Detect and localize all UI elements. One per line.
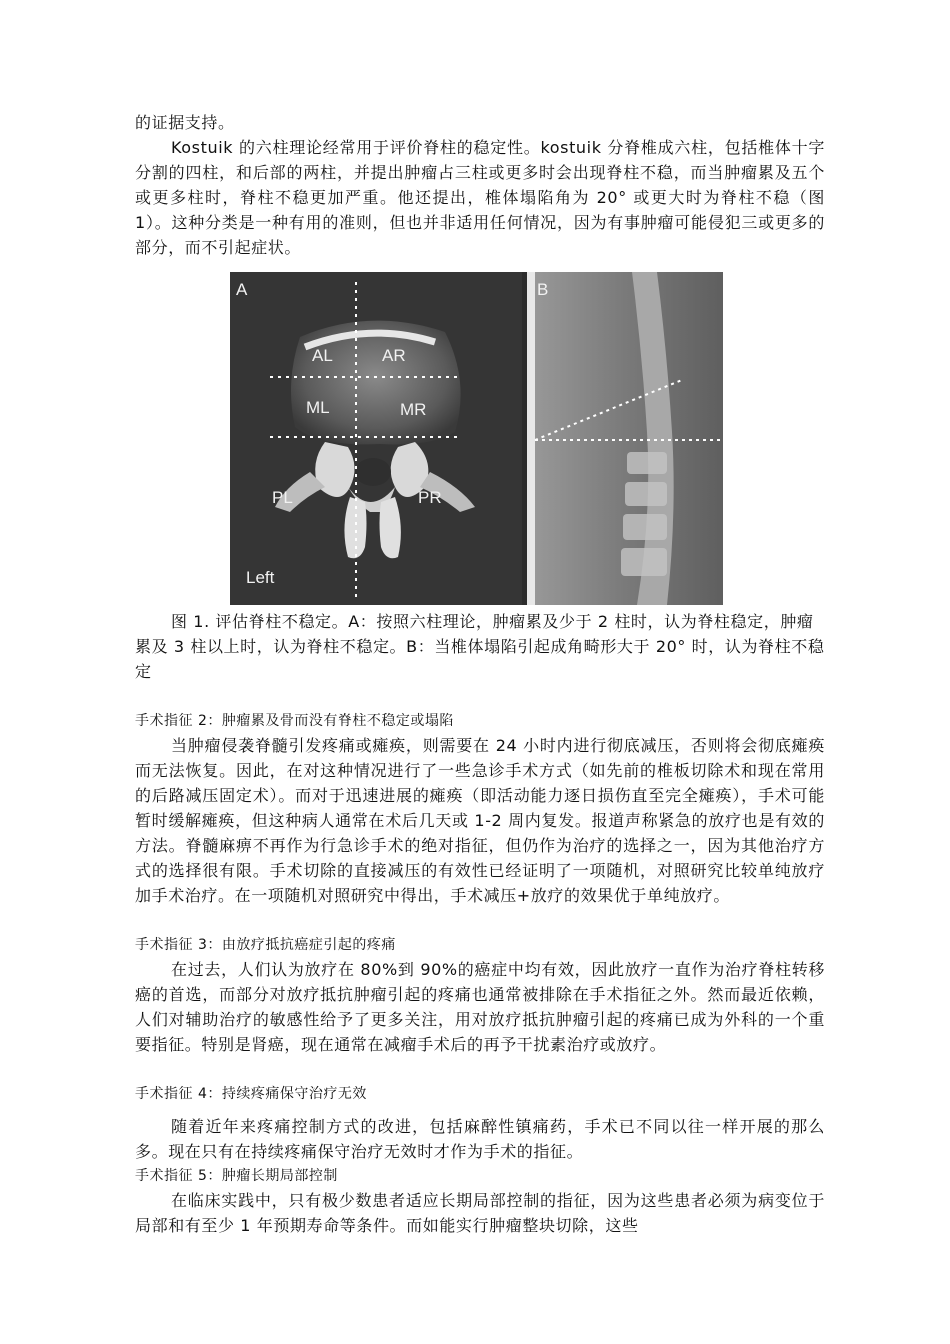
panel-b-lateral-xray	[527, 272, 723, 605]
left-side-label: Left	[246, 568, 275, 587]
figure-1	[230, 272, 723, 605]
heading-indication-5: 手术指征 5：肿瘤长期局部控制	[135, 1168, 338, 1184]
paragraph-indication-2: 当肿瘤侵袭脊髓引发疼痛或瘫痪，则需要在 24 小时内进行彻底减压，否则将会彻底瘫痪而无法恢复。因此，在对这种情况进行了一些急诊手术方式（如先前的椎板切除术和现在常用的后路减压固定术）。而对于迅速进展的瘫痪（即活动能力逐日损伤直至完全瘫痪），手术可能暂时缓解瘫痪，但这种病人通常在术后几天或 1-2 周内复发。报道声称紧急的放疗也是有效的方法。脊髓麻痹不再作为行急诊手术的绝对指征，但仍作为治疗的选择之一，因为其他治疗方式的选择很有限。手术切除的直接减压的有效性已经证明了一项随机，对照研究比较单纯放疗加手术治疗。在一项随机对照研究中得出，手术减压+放疗的效果优于单纯放疗。	[135, 736, 825, 905]
heading-indication-3: 手术指征 3：由放疗抵抗癌症引起的疼痛	[135, 937, 396, 953]
paragraph-indication-5: 在临床实践中，只有极少数患者适应长期局部控制的指征，因为这些患者必须为病变位于局部和有至少 1 年预期寿命等条件。而如能实行肿瘤整块切除，这些	[135, 1191, 825, 1235]
top-line: 的证据支持。	[135, 113, 235, 132]
panel-b-label: B	[537, 280, 549, 299]
region-ar-label: AR	[382, 346, 406, 365]
vertebra-illustration	[230, 272, 522, 605]
region-pr-label: PR	[418, 488, 442, 507]
figure-caption: 图 1. 评估脊柱不稳定。A：按照六柱理论，肿瘤累及少于 2 柱时，认为脊柱稳定，肿瘤累及 3 柱以上时，认为脊柱不稳定。B：当椎体塌陷引起成角畸形大于 20° 时，认为脊柱不稳定	[135, 612, 825, 681]
region-mr-label: MR	[400, 400, 427, 419]
paragraph-indication-3: 在过去，人们认为放疗在 80%到 90%的癌症中均有效，因此放疗一直作为治疗脊柱转移癌的首选，而部分对放疗抵抗肿瘤引起的疼痛也通常被排除在手术指征之外。然而最近依赖，人们对辅助治疗的敏感性给予了更多关注，用对放疗抵抗肿瘤引起的疼痛已成为外科的一个重要指征。特别是肾癌，现在通常在减瘤手术后的再予干扰素治疗或放疗。	[135, 960, 825, 1054]
panel-a-label: A	[236, 280, 248, 299]
heading-indication-2: 手术指征 2：肿瘤累及骨而没有脊柱不稳定或塌陷	[135, 713, 454, 729]
lateral-spine-illustration	[527, 272, 723, 605]
region-al-label: AL	[312, 346, 333, 365]
paragraph-kostuik: Kostuik 的六柱理论经常用于评价脊柱的稳定性。kostuik 分脊椎成六柱，包括椎体十字分割的四柱，和后部的两柱，并提出肿瘤占三柱或更多时会出现脊柱不稳，而当肿瘤累及五个或更多柱时，脊柱不稳更加严重。他还提出，椎体塌陷角为 20° 或更大时为脊柱不稳（图 1）。这种分类是一种有用的准则，但也并非适用任何情况，因为有事肿瘤可能侵犯三或更多的部分，而不引起症状。	[135, 138, 825, 257]
region-pl-label: PL	[272, 488, 293, 507]
heading-indication-4: 手术指征 4：持续疼痛保守治疗无效	[135, 1086, 367, 1102]
paragraph-indication-4: 随着近年来疼痛控制方式的改进，包括麻醉性镇痛药，手术已不同以往一样开展的那么多。现在只有在持续疼痛保守治疗无效时才作为手术的指征。	[135, 1117, 825, 1161]
panel-a-axial-ct	[230, 272, 522, 605]
region-ml-label: ML	[306, 398, 330, 417]
